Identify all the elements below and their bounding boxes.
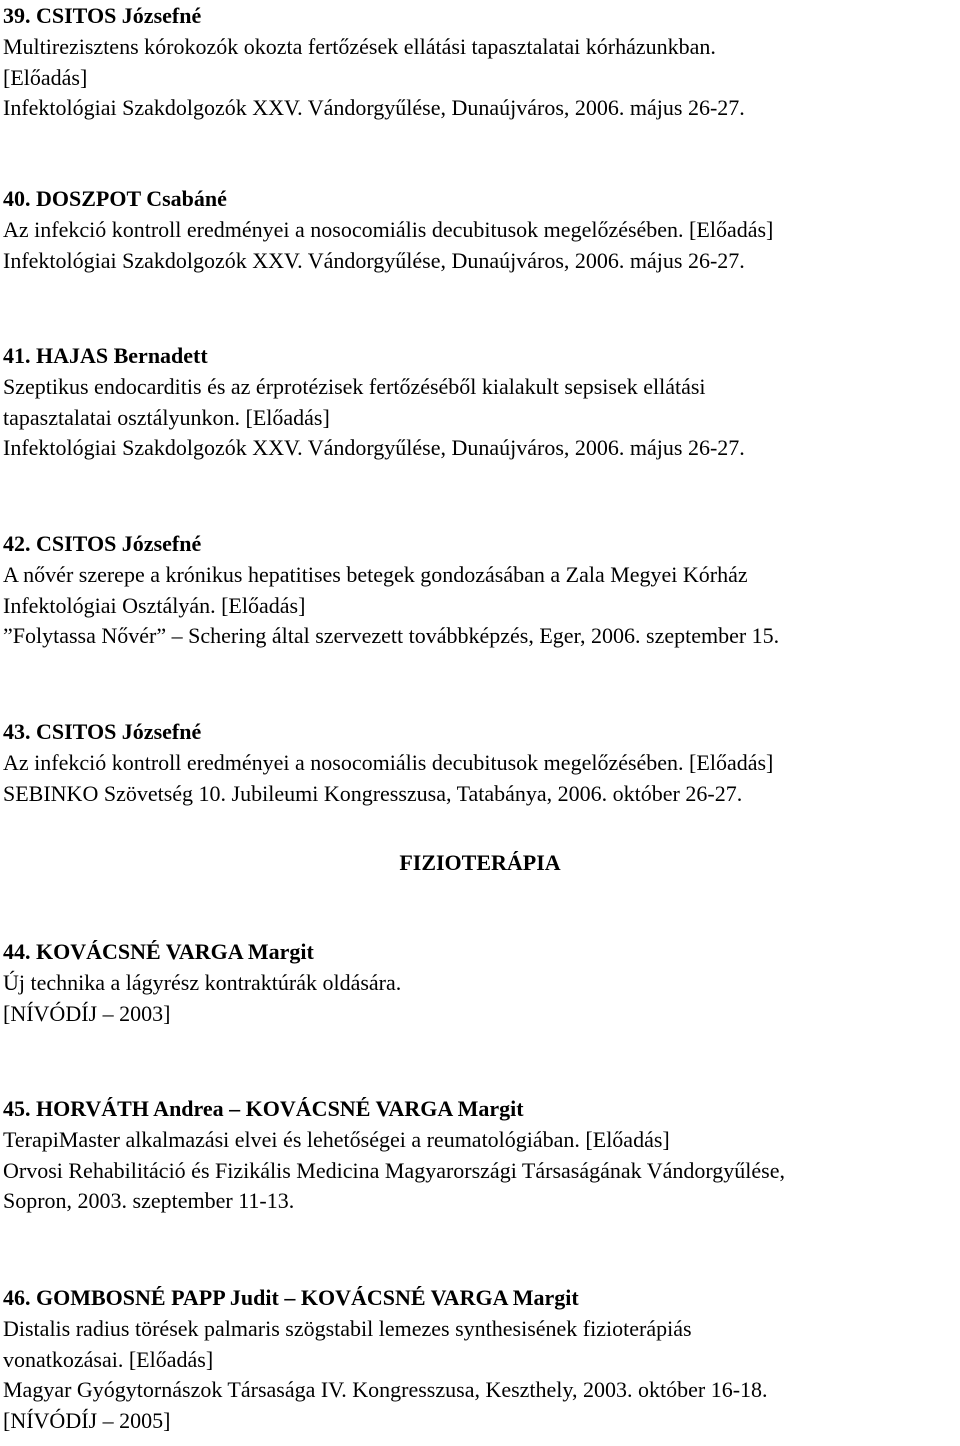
entry-venue-continued: Sopron, 2003. szeptember 11-13.: [3, 1188, 295, 1213]
entry-title-continued: vonatkozásai. [Előadás]: [3, 1346, 214, 1372]
entry-title-continued: tapasztalatai osztályunkon. [Előadás]: [3, 404, 330, 430]
entry-40: [3, 183, 957, 276]
entry-43: [3, 716, 957, 809]
entry-45: [3, 1093, 957, 1217]
entry-title: Multirezisztens kórokozók okozta fertőzések ellátási tapasztalatai kórházunkban.: [3, 34, 716, 59]
entry-42: [3, 528, 957, 652]
entry-venue: ”Folytassa Nővér” – Schering által szervezett továbbképzés, Eger, 2006. szeptember 15.: [3, 623, 780, 648]
entry-heading: 41. HAJAS Bernadett: [3, 343, 208, 368]
entry-41: [3, 340, 957, 464]
entry-venue: SEBINKO Szövetség 10. Jubileumi Kongresszusa, Tatabánya, 2006. október 26-27.: [3, 780, 743, 806]
entry-title: Az infekció kontroll eredményei a nosocomiális decubitusok megelőzésében. [Előadás]: [3, 750, 774, 775]
entry-heading: 44. KOVÁCSNÉ VARGA Margit: [3, 939, 314, 964]
entry-title: TerapiMaster alkalmazási elvei és lehetőségei a reumatológiában. [Előadás]: [3, 1127, 670, 1152]
entry-title: Distalis radius törések palmaris szögstabil lemezes synthesisének fizioterápiás: [3, 1316, 692, 1341]
entry-venue: Infektológiai Szakdolgozók XXV. Vándorgyűlése, Dunaújváros, 2006. május 26-27.: [3, 95, 745, 120]
entry-title: Szeptikus endocarditis és az érprotézisek fertőzéséből kialakult sepsisek ellátási: [3, 374, 706, 399]
entry-title: Az infekció kontroll eredményei a nosocomiális decubitusok megelőzésében. [Előadás]: [3, 217, 774, 242]
entry-heading: 43. CSITOS Józsefné: [3, 719, 202, 744]
entry-venue: Infektológiai Szakdolgozók XXV. Vándorgyűlése, Dunaújváros, 2006. május 26-27.: [3, 435, 745, 460]
entry-heading: 39. CSITOS Józsefné: [3, 3, 202, 28]
entry-venue: Magyar Gyógytornászok Társasága IV. Kongresszusa, Keszthely, 2003. október 16-18.: [3, 1377, 768, 1402]
entry-award: [NÍVÓDÍJ – 2003]: [3, 1000, 171, 1026]
entry-heading: 40. DOSZPOT Csabáné: [3, 186, 227, 211]
entry-award: [NÍVÓDÍJ – 2005]: [3, 1407, 171, 1433]
entry-heading: 45. HORVÁTH Andrea – KOVÁCSNÉ VARGA Margit: [3, 1096, 524, 1121]
entry-venue: Infektológiai Szakdolgozók XXV. Vándorgyűlése, Dunaújváros, 2006. május 26-27.: [3, 247, 745, 273]
entry-heading: 42. CSITOS Józsefné: [3, 531, 202, 556]
entry-heading: 46. GOMBOSNÉ PAPP Judit – KOVÁCSNÉ VARGA Margit: [3, 1285, 579, 1310]
entry-type: [Előadás]: [3, 64, 88, 90]
entry-title: A nővér szerepe a krónikus hepatitises betegek gondozásában a Zala Megyei Kórház: [3, 562, 748, 587]
entry-39: [3, 0, 957, 124]
entry-title-continued: Infektológiai Osztályán. [Előadás]: [3, 592, 306, 618]
entry-46: [3, 1282, 957, 1436]
entry-44: [3, 936, 957, 1029]
section-title: FIZIOTERÁPIA: [399, 850, 561, 875]
entry-title: Új technika a lágyrész kontraktúrák oldására.: [3, 970, 402, 995]
entry-venue: Orvosi Rehabilitáció és Fizikális Medicina Magyarországi Társaságának Vándorgyűlése,: [3, 1157, 786, 1183]
